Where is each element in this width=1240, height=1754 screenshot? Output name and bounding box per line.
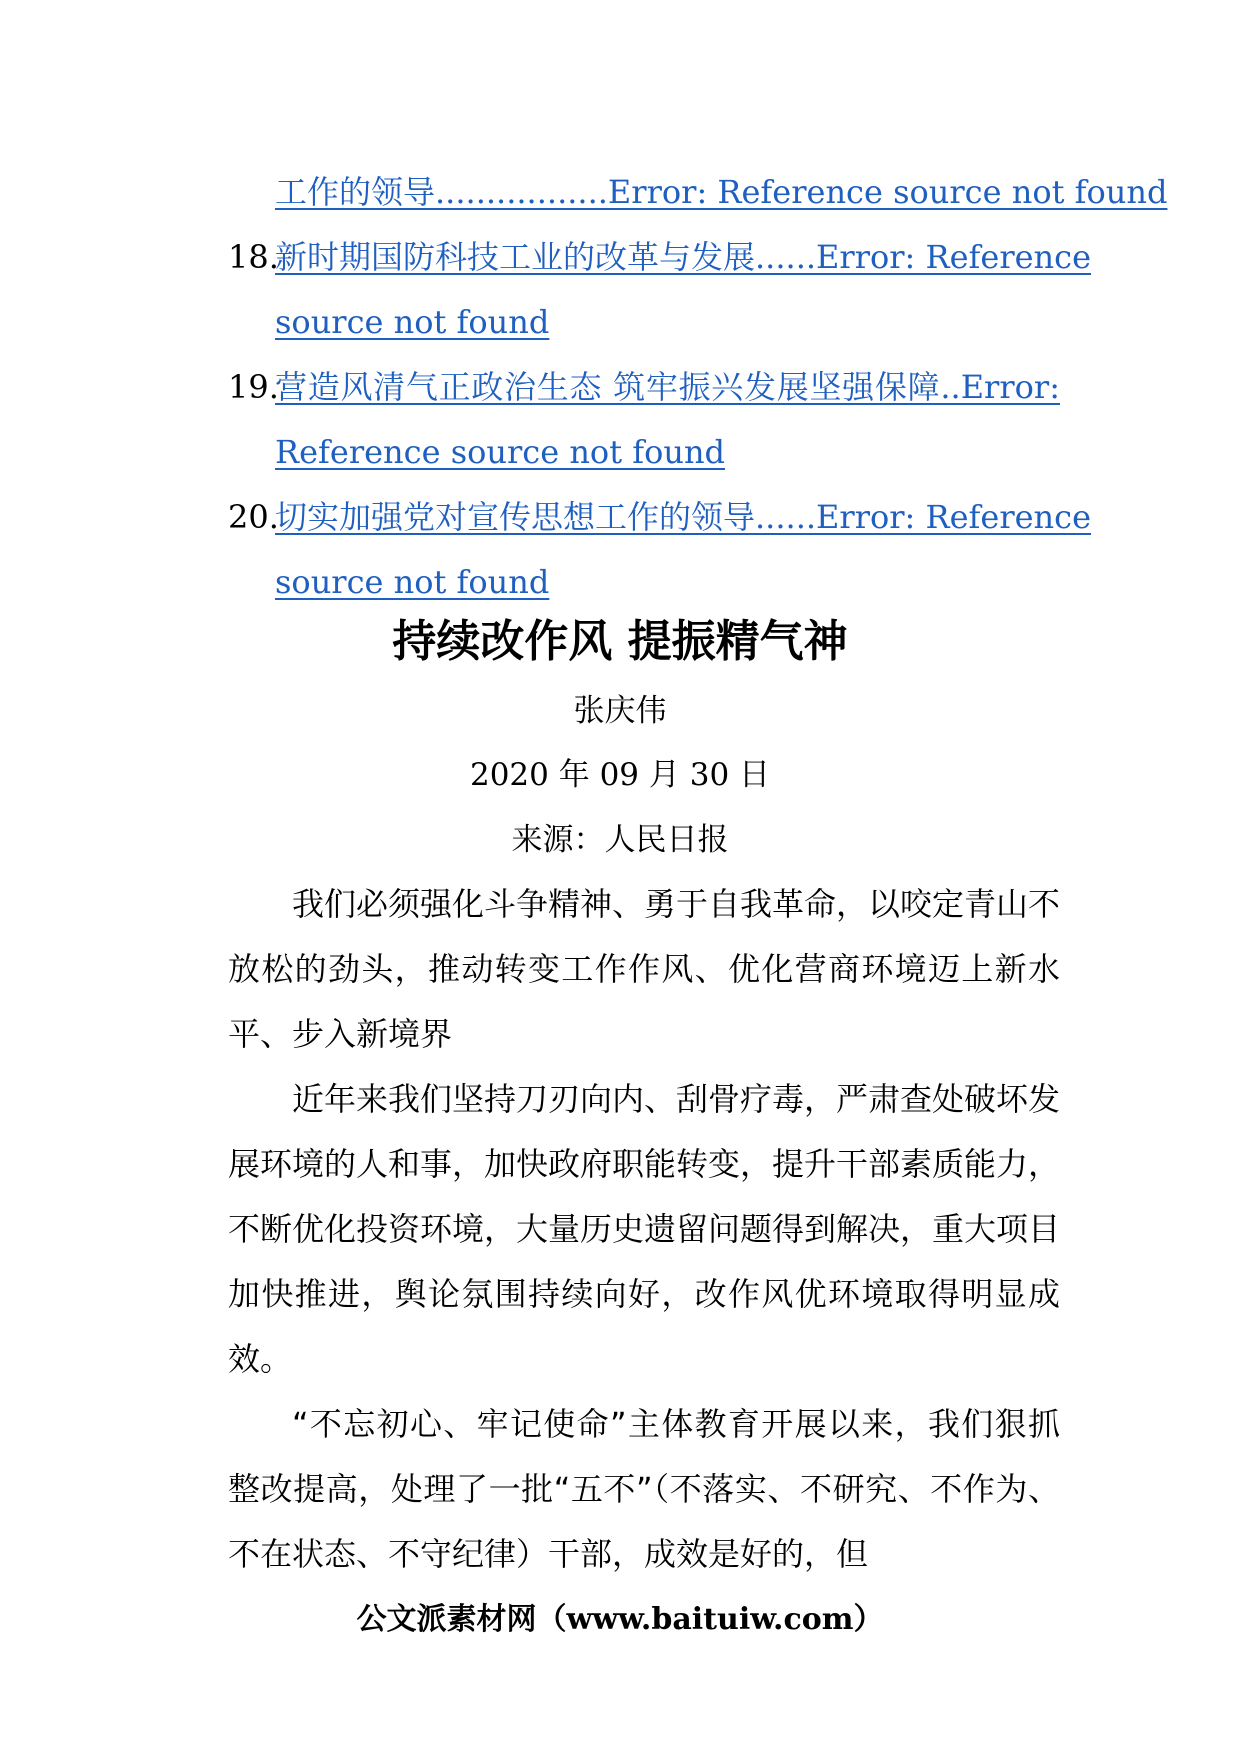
article-body <box>228 872 1060 1587</box>
toc-number-19: 19. <box>228 368 279 406</box>
toc-entry-18[interactable] <box>228 225 1092 290</box>
body-paragraph-3: “不忘初心、牢记使命”主体教育开展以来，我们狠抓整改提高，处理了一批“五不”（不落实、不研究、不作为、不在状态、不守纪律）干部，成效是好的，但 <box>228 1405 1060 1573</box>
toc-entry-20-line2[interactable] <box>228 550 1060 615</box>
toc-entry-19[interactable] <box>228 355 1060 420</box>
body-paragraph-2: 近年来我们坚持刀刃向内、刮骨疗毒，严肃查处破坏发展环境的人和事，加快政府职能转变，提升干部素质能力，不断优化投资环境，大量历史遗留问题得到解决，重大项目加快推进，舆论氛围持续向好，改作风优环境取得明显成效。 <box>228 1080 1061 1378</box>
toc-entry-18-line2[interactable] <box>228 290 1060 355</box>
article-title: 持续改作风 提振精气神 <box>392 616 848 667</box>
toc-number-18: 18. <box>228 238 279 276</box>
toc-link-17[interactable]: 工作的领导.................Error: Reference source not found <box>275 173 1168 211</box>
toc-number-20: 20. <box>228 498 279 536</box>
toc-entry-20[interactable] <box>228 485 1092 550</box>
table-of-contents <box>228 160 1168 615</box>
toc-entry-17-continuation[interactable] <box>228 160 1168 225</box>
article-date: 2020 年 09 月 30 日 <box>469 757 771 793</box>
article-author: 张庆伟 <box>573 693 667 729</box>
body-paragraph-1: 我们必须强化斗争精神、勇于自我革命，以咬定青山不放松的劲头，推动转变工作作风、优化营商环境迈上新水平、步入新境界 <box>228 885 1061 1053</box>
toc-entry-19-line2[interactable] <box>228 420 1060 485</box>
toc-link-20-cont[interactable]: source not found <box>275 563 550 601</box>
toc-link-19-cont[interactable]: Reference source not found <box>275 433 726 471</box>
toc-link-20[interactable]: 切实加强党对宣传思想工作的领导......Error: Reference <box>275 498 1092 536</box>
page-footer: 公文派素材网（www.baituiw.com） <box>356 1602 884 1637</box>
toc-link-18-cont[interactable]: source not found <box>275 303 550 341</box>
toc-link-18[interactable]: 新时期国防科技工业的改革与发展......Error: Reference <box>275 238 1092 276</box>
article-source: 来源：人民日报 <box>511 822 729 858</box>
toc-link-19[interactable]: 营造风清气正政治生态 筑牢振兴发展坚强保障..Error: <box>275 368 1060 406</box>
